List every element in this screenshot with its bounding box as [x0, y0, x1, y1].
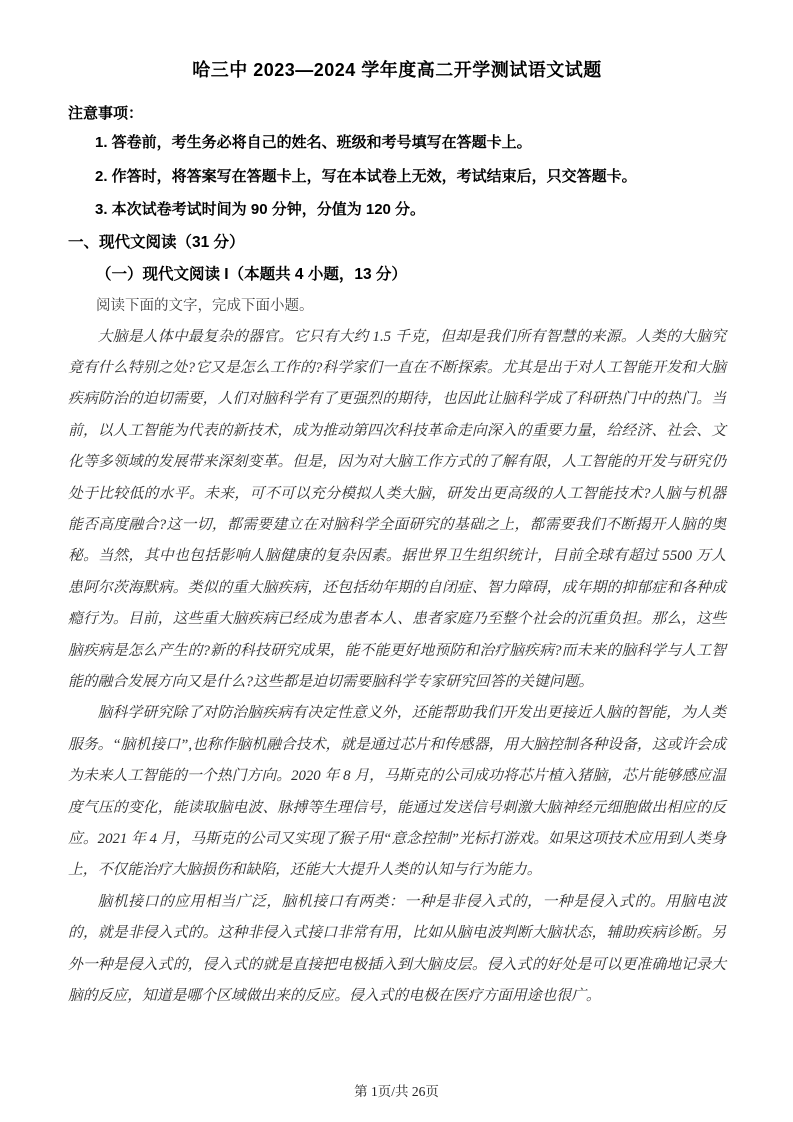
notice-item-2: 2. 作答时，将答案写在答题卡上，写在本试卷上无效，考试结束后，只交答题卡。	[95, 167, 637, 185]
passage-instruction: 阅读下面的文字，完成下面小题。	[96, 297, 314, 314]
page-number-indicator: 第 1页/共 26页	[354, 1084, 439, 1099]
page-title: 哈三中 2023—2024 学年度高二开学测试语文试题	[192, 60, 602, 80]
reading-section	[68, 227, 726, 1013]
section-heading: 一、现代文阅读（31 分）	[68, 233, 245, 251]
notice-item-3: 3. 本次试卷考试时间为 90 分钟，分值为 120 分。	[95, 201, 426, 218]
notice-block	[68, 102, 726, 227]
section-subheading: （一）现代文阅读 I（本题共 4 小题，13 分）	[96, 265, 407, 283]
notice-item-1: 1. 答卷前，考生务必将自己的姓名、班级和考号填写在答题卡上。	[95, 134, 532, 151]
reading-passage	[68, 322, 726, 1013]
passage-paragraph-1: 大脑是人体中最复杂的器官。它只有大约 1.5 千克，但却是我们所有智慧的来源。人类的大脑究竟有什么特别之处?它又是怎么工作的?科学家们一直在不断探索。尤其是出于对人工智能开发和大脑疾病防治的迫切需要，人们对脑科学有了更强烈的期待，也因此让脑科学成了科研热门中的热门。当前，以人工智能为代表的新技术，成为推动第四次科技革命走向深入的重要力量，给经济、社会、文化等多领域的发展带来深刻变革。但是，因为对大脑工作方式的了解有限，人工智能的开发与研究仍处于比较低的水平。未来，可不可以充分模拟人类大脑，研发出更高级的人工智能技术?人脑与机器能否高度融合?这一切，都需要建立在对脑科学全面研究的基础之上，都需要我们不断揭开人脑的奥秘。当然，其中也包括影响人脑健康的复杂因素。据世界卫生组织统计，目前全球有超过 5500 万人患阿尔茨海默病。类似的重大脑疾病，还包括幼年期的自闭症、智力障碍，成年期的抑郁症和各种成瘾行为。目前，这些重大脑疾病已经成为患者本人、患者家庭乃至整个社会的沉重负担。那么，这些脑疾病是怎么产生的?新的科技研究成果，能不能更好地预防和治疗脑疾病?而未来的脑科学与人工智能的融合发展方向又是什么?这些都是迫切需要脑科学专家研究回答的关键问题。	[68, 328, 726, 690]
passage-paragraph-3: 脑机接口的应用相当广泛，脑机接口有两类：一种是非侵入式的，一种是侵入式的。用脑电波的，就是非侵入式的。这种非侵入式接口非常有用，比如从脑电波判断大脑状态，辅助疾病诊断。另外一种是侵入式的，侵入式的就是直接把电极插入到大脑皮层。侵入式的好处是可以更准确地记录大脑的反应，知道是哪个区域做出来的反应。侵入式的电极在医疗方面用途也很广。	[68, 893, 726, 1005]
passage-paragraph-2: 脑科学研究除了对防治脑疾病有决定性意义外，还能帮助我们开发出更接近人脑的智能，为人类服务。“脑机接口”,也称作脑机融合技术，就是通过芯片和传感器，用大脑控制各种设备，这或许会成为未来人工智能的一个热门方向。2020 年 8 月，马斯克的公司成功将芯片植入猪脑，芯片能够感应温度气压的变化，能读取脑电波、脉搏等生理信号，能通过发送信号刺激大脑神经元细胞做出相应的反应。2021 年 4 月，马斯克的公司又实现了猴子用“意念控制”光标打游戏。如果这项技术应用到人类身上，不仅能治疗大脑损伤和缺陷，还能大大提升人类的认知与行为能力。	[68, 705, 726, 879]
notice-heading: 注意事项：	[68, 105, 144, 122]
